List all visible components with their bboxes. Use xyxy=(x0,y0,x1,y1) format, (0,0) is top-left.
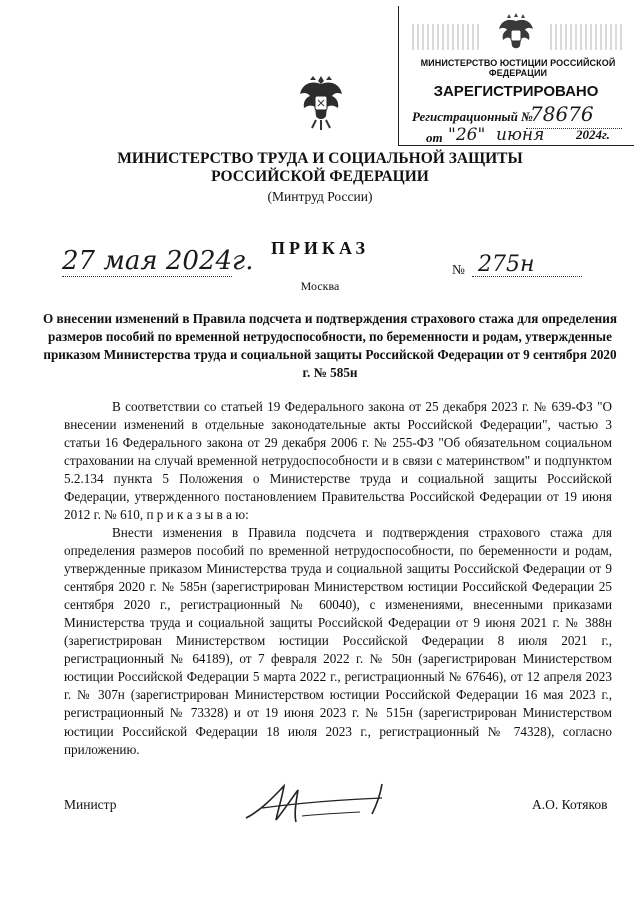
document-type: ПРИКАЗ xyxy=(270,238,370,258)
handwritten-signature xyxy=(232,780,412,828)
coat-of-arms-emblem xyxy=(296,72,346,132)
order-subject: О внесении изменений в Правила подсчета и подтверждения страхового стажа для определения размеров пособий по временной нетрудоспособности, по беременности и родам, утвержденные приказом Министерства труда и социальной защиты Российской Федерации от 9 сентября 2020 г. № 585н xyxy=(42,311,618,380)
signatory-role: Министр xyxy=(64,797,117,812)
basis-paragraph xyxy=(64,398,612,524)
stamp-ministry-name: МИНИСТЕРСТВО ЮСТИЦИИ РОССИЙСКОЙ ФЕДЕРАЦИИ xyxy=(420,58,616,78)
city: Москва xyxy=(300,279,340,293)
order-date-underline xyxy=(62,276,232,277)
stamp-date-day: "26" xyxy=(448,125,486,145)
stamp-texture xyxy=(412,24,482,50)
basis-text: В соответствии со статьей 19 Федерального закона от 25 декабря 2023 г. № 639-ФЗ "О внесении изменений в отдельные законодательные акты Российской Федерации", частью 3 статьи 16 Федерального закона от 29 декабря 2006 г. № 255-ФЗ "Об обязательном социальном страховании на случай временной нетрудоспособности и в связи с материнством" и подпунктом 5.2.134 пункта 5 Положения о Министерстве труда и социальной защиты Российской Федерации, утвержденного постановлением Правительства Российской Федерации от 19 июня 2012 г. № 610, п р и к а з ы в а ю: xyxy=(64,399,612,523)
order-text: Внести изменения в Правила подсчета и подтверждения страхового стажа для определения размеров пособий по временной нетрудоспособности, по беременности и родам, утвержденные приказом Министерства труда и социальной защиты Российской Федерации от 9 сентября 2020 г. № 585н (зарегистрирован Министерством юстиции Российской Федерации 25 сентября 2020 г., регистрационный № 60040), с изменениями, внесенными приказами Министерства труда и социальной защиты Российской Федерации от 9 июня 2021 г. № 388н (зарегистрирован Министерством юстиции Российской Федерации 8 июля 2021 г., регистрационный № 64189), от 7 февраля 2022 г. № 50н (зарегистрирован Министерством юстиции Российской Федерации 5 марта 2022 г., регистрационный № 67646), от 12 апреля 2023 г. № 307н (зарегистрирован Министерством юстиции Российской Федерации 16 мая 2023 г., регистрационный № 73328) и от 19 июня 2023 г. № 515н (зарегистрирован Министерством юстиции Российской Федерации 18 июля 2023 г., регистрационный № 74328), согласно приложению. xyxy=(64,525,612,757)
stamp-registered-label: ЗАРЕГИСТРИРОВАНО xyxy=(433,83,599,100)
order-number: 275н xyxy=(478,252,535,277)
stamp-date-month: июня xyxy=(496,125,545,145)
signatory-name: А.О. Котяков xyxy=(532,797,608,812)
order-number-label: № xyxy=(452,262,465,277)
stamp-reg-number: 78676 xyxy=(530,102,594,126)
stamp-texture xyxy=(550,24,622,50)
order-date: 27 мая 2024г. xyxy=(62,246,254,276)
ministry-name: МИНИСТЕРСТВО ТРУДА И СОЦИАЛЬНОЙ ЗАЩИТЫ РОССИЙСКОЙ ФЕДЕРАЦИИ xyxy=(117,150,523,185)
stamp-emblem xyxy=(496,12,536,56)
registration-stamp xyxy=(398,6,634,146)
order-number-underline xyxy=(472,276,582,277)
ministry-short-name: (Минтруд России) xyxy=(267,189,373,204)
stamp-reg-label: Регистрационный № xyxy=(412,109,533,124)
stamp-date-prefix: от xyxy=(426,130,443,145)
order-paragraph xyxy=(64,524,612,759)
stamp-date-year: 2024г. xyxy=(576,127,610,142)
